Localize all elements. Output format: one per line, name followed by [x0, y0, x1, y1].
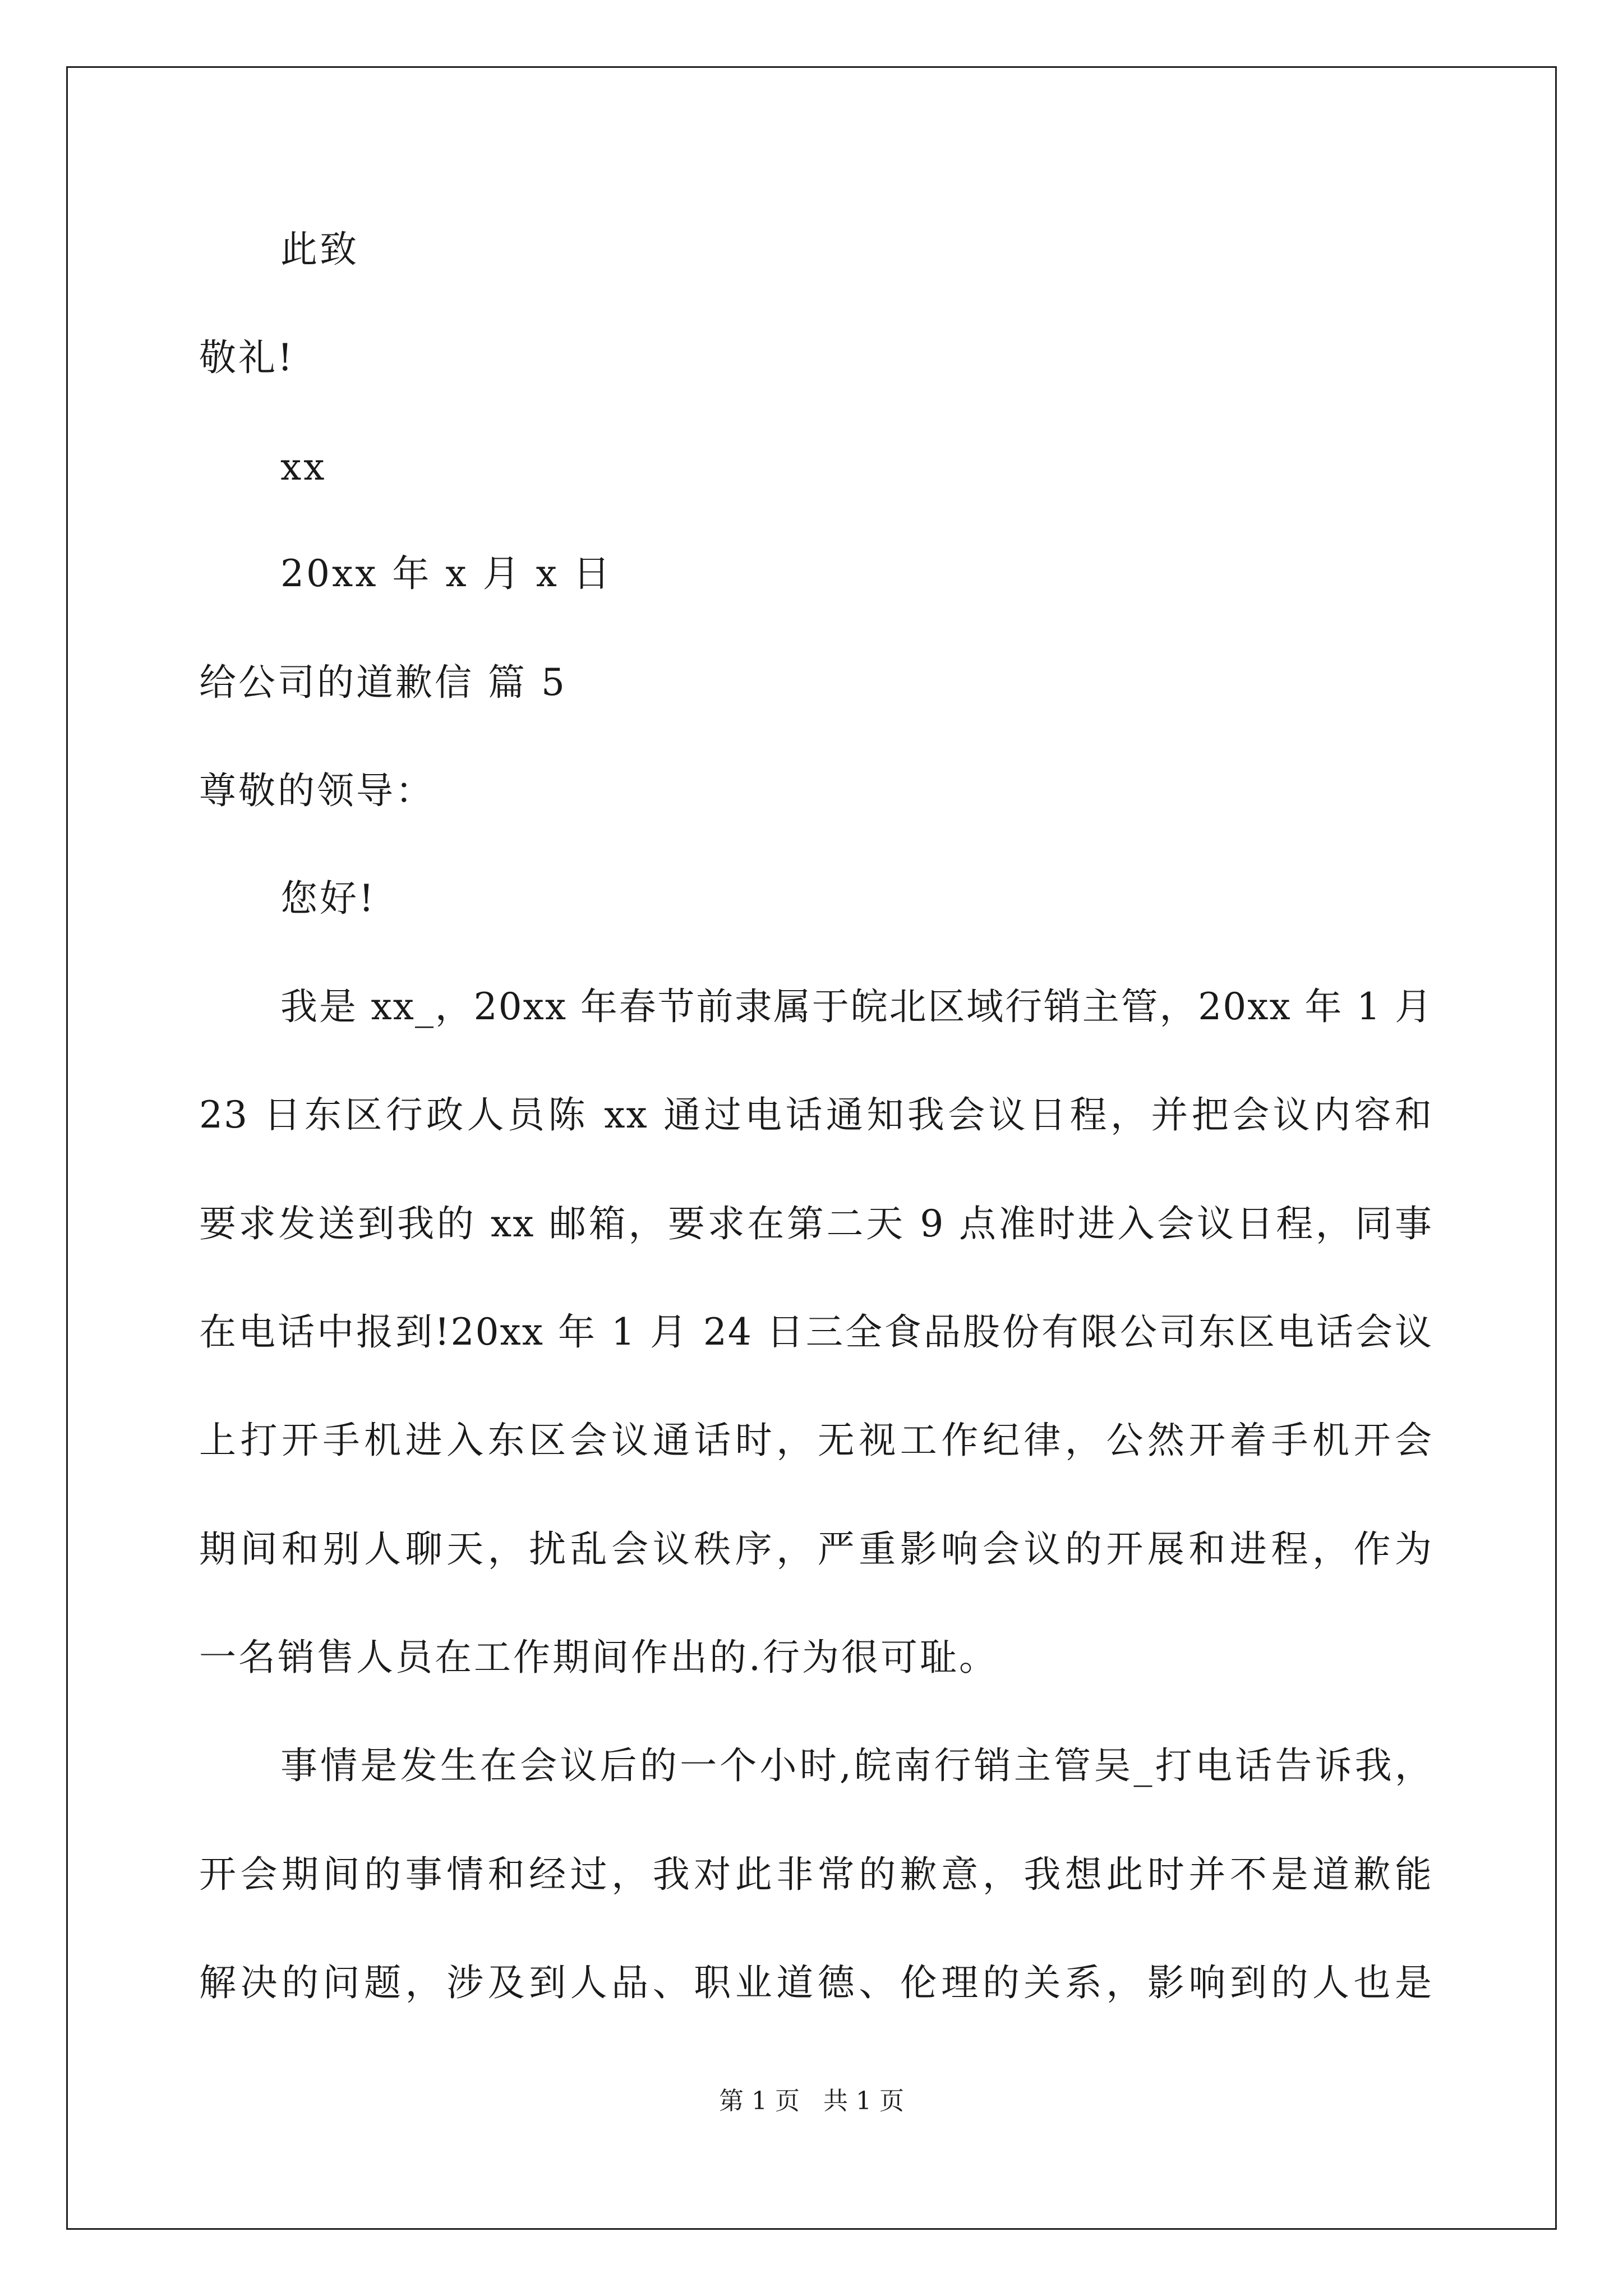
paragraph-1-line: 一名销售人员在工作期间作出的.行为很可耻。 [199, 1636, 998, 1679]
letter-signature: xx [280, 445, 327, 489]
paragraph-1-line: 要求发送到我的 xx 邮箱，要求在第二天 9 点准时进入会议日程，同事 [199, 1202, 1433, 1245]
section-title: 给公司的道歉信 篇 5 [199, 661, 567, 704]
paragraph-1-line: 23 日东区行政人员陈 xx 通过电话通知我会议日程，并把会议内容和 [199, 1093, 1433, 1137]
greeting-line: 您好! [280, 877, 376, 920]
recipient-line: 尊敬的领导： [199, 769, 435, 812]
paragraph-1-line: 我是 xx_，20xx 年春节前隶属于皖北区域行销主管，20xx 年 1 月 [280, 985, 1433, 1028]
paragraph-1-line: 在电话中报到!20xx 年 1 月 24 日三全食品股份有限公司东区电话会议 [199, 1310, 1433, 1354]
paragraph-1-line: 期间和别人聊天，扰乱会议秩序，严重影响会议的开展和进程，作为 [199, 1527, 1433, 1571]
letter-date: 20xx 年 x 月 x 日 [280, 552, 612, 595]
page-border [66, 66, 1557, 2230]
letter-salute: 敬礼! [199, 336, 295, 379]
paragraph-2-line: 解决的问题，涉及到人品、职业道德、伦理的关系，影响到的人也是 [199, 1961, 1433, 2004]
letter-closing: 此致 [280, 228, 359, 271]
paragraph-2-line: 事情是发生在会议后的一个小时,皖南行销主管吴_打电话告诉我， [280, 1744, 1433, 1787]
paragraph-1-line: 上打开手机进入东区会议通话时，无视工作纪律，公然开着手机开会 [199, 1419, 1433, 1462]
page-footer: 第 1 页 共 1 页 [719, 2087, 904, 2115]
paragraph-2-line: 开会期间的事情和经过，我对此非常的歉意，我想此时并不是道歉能 [199, 1853, 1433, 1896]
